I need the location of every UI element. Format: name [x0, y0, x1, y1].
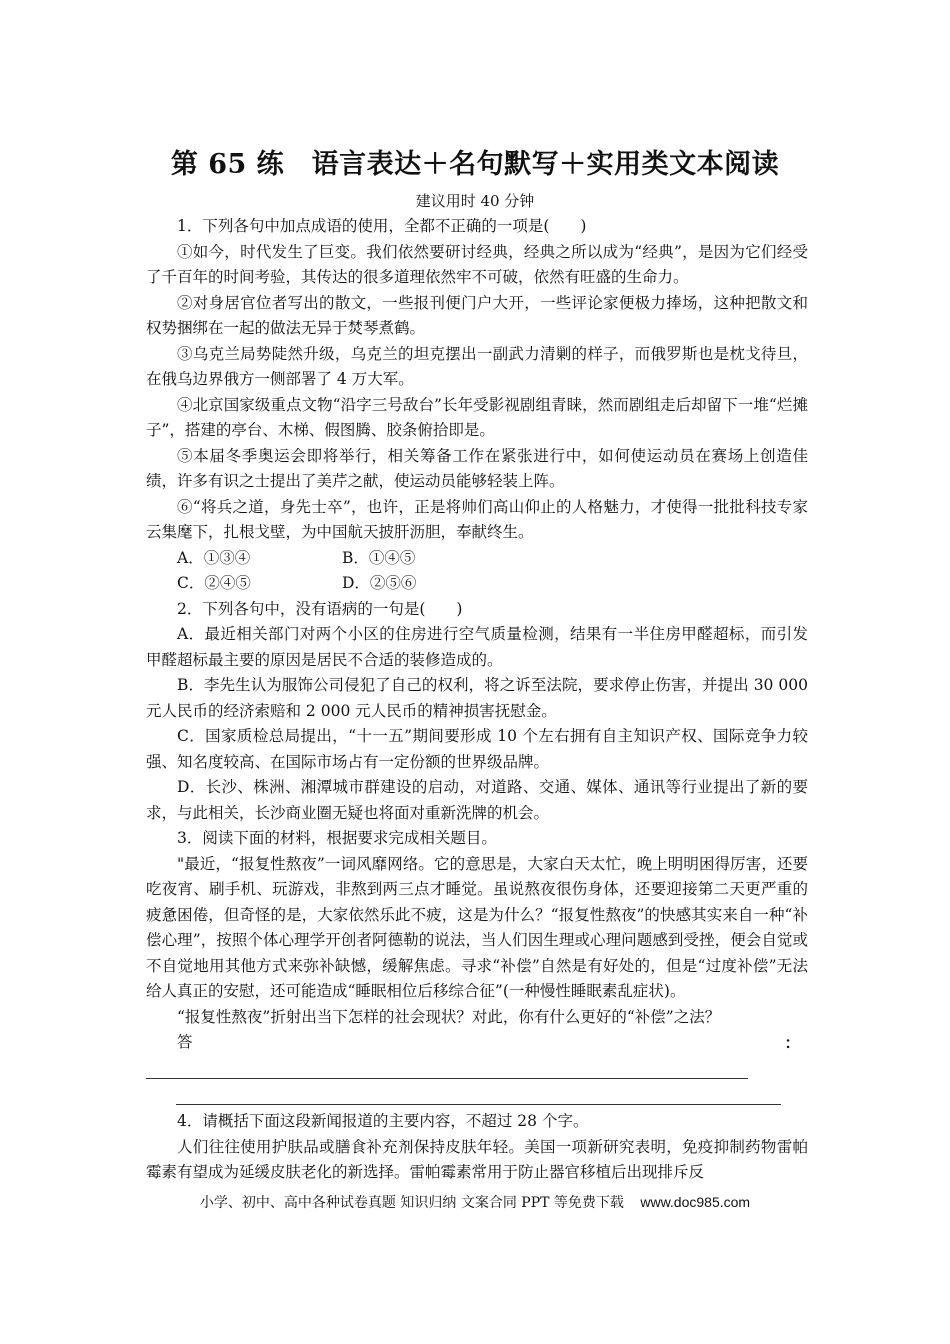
q3-answer-row	[146, 1030, 808, 1056]
q1-options-row-2	[146, 571, 808, 597]
answer-line-2	[176, 1104, 781, 1105]
q2-option-d: D．长沙、株洲、湘潭城市群建设的启动，对道路、交通、媒体、通讯等行业提出了新的要求，与此相关，长沙商业圈无疑也将面对重新洗牌的机会。	[146, 778, 808, 822]
q1-item-2: ②对身居官位者写出的散文，一些报刊便门户大开，一些评论家便极力捧场，这种把散文和权势捆绑在一起的做法无异于焚琴煮鹤。	[146, 293, 808, 337]
q2-option-c: C．国家质检总局提出，“十一五”期间要形成 10 个左右拥有自主知识产权、国际竞争力较强、知名度较高、在国际市场占有一定份额的世界级品牌。	[146, 727, 808, 771]
q1-item-3: ③乌克兰局势陡然升级，乌克兰的坦克摆出一副武力清剿的样子，而俄罗斯也是枕戈待旦，在俄乌边界俄方一侧部署了 4 万大军。	[146, 344, 808, 388]
q1-options-row-1	[146, 546, 808, 572]
question-4-body	[146, 1109, 808, 1186]
q1-item-1: ①如今，时代发生了巨变。我们依然要研讨经典，经典之所以成为“经典”，是因为它们经受了千百年的时间考验，其传达的很多道理依然牢不可破，依然有旺盛的生命力。	[146, 242, 808, 286]
answer-label: 答	[177, 1033, 193, 1051]
answer-colon: ：	[784, 1033, 800, 1052]
suggested-time: 建议用时 40 分钟	[415, 192, 535, 210]
q1-item-5: ⑤本届冬季奥运会即将举行，相关筹备工作在紧张进行中，如何使运动员在赛场上创造佳绩，许多有识之士提出了美芹之献，使运动员能够轻装上阵。	[146, 446, 808, 490]
q1-stem: 1．下列各句中加点成语的使用，全都不正确的一项是( )	[177, 217, 587, 235]
q1-option-b: B．①④⑤	[342, 548, 416, 567]
q1-item-4: ④北京国家级重点文物“沿字三号敌台”长年受影视剧组青睐，然而剧组走后却留下一堆“烂摊子”，搭建的亭台、木梯、假图腾、胶条俯拾即是。	[146, 395, 808, 439]
q3-question: “报复性熬夜”折射出当下怎样的社会现状？对此，你有什么更好的“补偿”之法？	[177, 1007, 721, 1026]
footer-url[interactable]: www.doc985.com	[640, 1194, 751, 1210]
page-footer	[0, 1192, 950, 1212]
questions-body	[146, 214, 808, 1056]
answer-line-1	[146, 1078, 748, 1079]
q2-stem: 2．下列各句中，没有语病的一句是( )	[177, 599, 463, 618]
q3-material: "最近，“报复性熬夜”一词风靡网络。它的意思是，大家白天太忙，晚上明明困得厉害，还要吃夜宵、刷手机、玩游戏，非熬到两三点才睡觉。虽说熬夜很伤身体，还要迎接第二天更严重的疲惫困倦，但奇怪的是，大家依然乐此不疲，这是为什么？“报复性熬夜”的快感其实来自一种“补偿心理”，按照个体心理学开创者阿德勒的说法，当人们因生理或心理问题感到受挫，便会自觉或不自觉地用其他方式来弥补缺憾，缓解焦虑。寻求“补偿”自然是有好处的，但是“过度补偿”无法给人真正的安慰，还可能造成“睡眠相位后移综合征”(一种慢性睡眠素乱症状)。	[146, 854, 808, 1000]
q3-stem: 3．阅读下面的材料，根据要求完成相关题目。	[177, 829, 497, 847]
q4-stem: 4．请概括下面这段新闻报道的主要内容，不超过 28 个字。	[177, 1112, 589, 1130]
q1-option-c: C．②④⑤	[177, 574, 251, 592]
q2-option-b: B．李先生认为服饰公司侵犯了自己的权利，将之诉至法院，要求停止伤害，并提出 30 000 元人民币的经济索赔和 2 000 元人民币的精神损害抚慰金。	[146, 676, 808, 720]
q1-option-d: D．②⑤⑥	[342, 574, 417, 592]
footer-text: 小学、初中、高中各种试卷真题 知识归纳 文案合同 PPT 等免费下载	[199, 1195, 624, 1211]
q2-option-a: A．最近相关部门对两个小区的住房进行空气质量检测，结果有一半住房甲醛超标，而引发甲醛超标最主要的原因是居民不合适的装修造成的。	[146, 625, 808, 669]
page-title: 第 65 练 语言表达＋名句默写＋实用类文本阅读	[170, 149, 780, 180]
q1-item-6: ⑥“将兵之道，身先士卒”，也许，正是将帅们高山仰止的人格魅力，才使得一批批科技专家云集麾下，扎根戈壁，为中国航天披肝沥胆，奉献终生。	[146, 497, 808, 541]
q4-material: 人们往往使用护肤品或膳食补充剂保持皮肤年轻。美国一项新研究表明，免疫抑制药物雷帕霉素有望成为延缓皮肤老化的新选择。雷帕霉素常用于防止器官移植后出现排斥反	[146, 1137, 808, 1181]
q1-option-a: A．①③④	[177, 548, 251, 567]
